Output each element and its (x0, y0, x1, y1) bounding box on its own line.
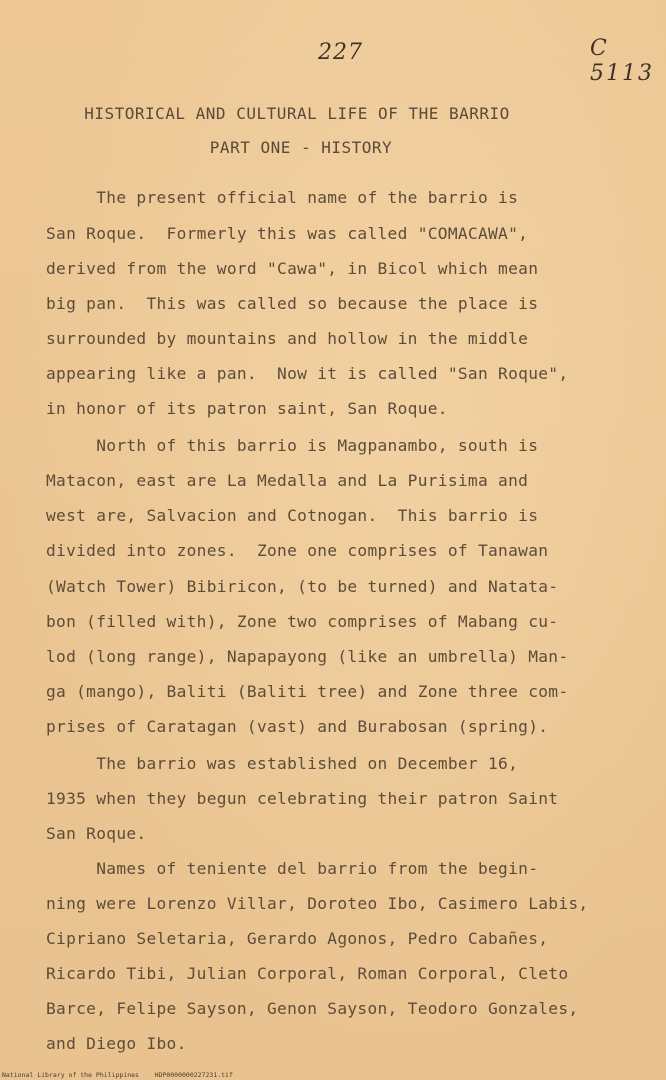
body-line: ning were Lorenzo Villar, Doroteo Ibo, Casimero Labis, (46, 894, 589, 913)
body-line: San Roque. (46, 824, 147, 843)
body-line: The barrio was established on December 16, (46, 754, 519, 773)
body-line: Cipriano Seletaria, Gerardo Agonos, Pedro Cabañes, (46, 929, 549, 948)
body-line: appearing like a pan. Now it is called "San Roque", (46, 364, 569, 383)
body-line: 1935 when they begun celebrating their patron Saint (46, 789, 559, 808)
handwritten-reference-number: C 5113 (590, 36, 654, 86)
body-line: The present official name of the barrio is (46, 188, 519, 207)
body-line: in honor of its patron saint, San Roque. (46, 399, 448, 418)
scan-footer: National Library of the Philippines HDP0000000227231.tif (2, 1071, 233, 1079)
body-line: Matacon, east are La Medalla and La Purisima and (46, 471, 529, 490)
body-line: San Roque. Formerly this was called "COMACAWA", (46, 224, 529, 243)
document-subtitle: PART ONE - HISTORY (209, 138, 393, 157)
body-line: Barce, Felipe Sayson, Genon Sayson, Teodoro Gonzales, (46, 999, 579, 1018)
body-line: bon (filled with), Zone two comprises of Mabang cu- (46, 612, 559, 631)
body-line: Ricardo Tibi, Julian Corporal, Roman Corporal, Cleto (46, 964, 569, 983)
document-title: HISTORICAL AND CULTURAL LIFE OF THE BARRIO (84, 104, 510, 123)
body-line: derived from the word "Cawa", in Bicol which mean (46, 259, 539, 278)
body-line: and Diego Ibo. (46, 1034, 187, 1053)
body-line: North of this barrio is Magpanambo, south is (46, 436, 539, 455)
body-line: prises of Caratagan (vast) and Burabosan (spring). (46, 717, 549, 736)
body-line: ga (mango), Baliti (Baliti tree) and Zone three com- (46, 682, 569, 701)
body-line: big pan. This was called so because the place is (46, 294, 539, 313)
body-line: divided into zones. Zone one comprises of Tanawan (46, 541, 549, 560)
handwritten-page-number: 227 (318, 40, 363, 65)
body-line: west are, Salvacion and Cotnogan. This barrio is (46, 506, 539, 525)
body-line: surrounded by mountains and hollow in the middle (46, 329, 529, 348)
body-line: Names of teniente del barrio from the begin- (46, 859, 539, 878)
body-line: lod (long range), Napapayong (like an umbrella) Man- (46, 647, 569, 666)
body-line: (Watch Tower) Bibiricon, (to be turned) and Natata- (46, 577, 559, 596)
